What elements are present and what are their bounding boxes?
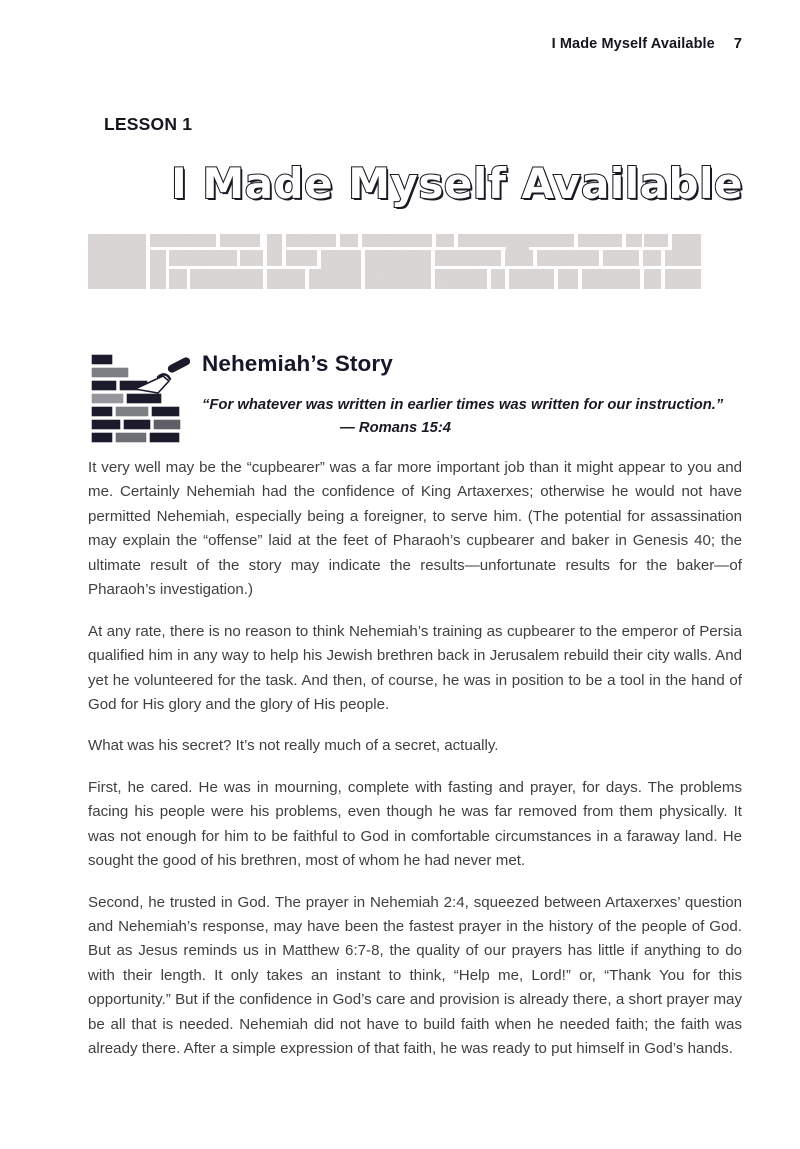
- page-number: 7: [733, 36, 742, 52]
- lesson-title: I Made Myself Available: [171, 159, 743, 208]
- body-paragraph: First, he cared. He was in mourning, complete with fasting and prayer, for days. The problems facing his people were his problems, even though he was far removed from them physically. It was not enough for him to be faithful to God in comfortable circumstances in a faraway land. He sought the good of his brethren, most of whom he had never met.: [88, 778, 742, 870]
- section-heading: Nehemiah’s Story: [202, 351, 393, 376]
- running-head-title: I Made Myself Available: [551, 36, 715, 52]
- scripture-quote-text: “For whatever was written in earlier times was written for our instruction.”: [202, 397, 724, 413]
- scripture-quote-block: [202, 394, 743, 440]
- brick-wall-trowel-icon: [88, 352, 200, 444]
- lesson-label: LESSON 1: [104, 114, 193, 134]
- scripture-reference: — Romans 15:4: [340, 419, 452, 436]
- body-paragraph: It very well may be the “cupbearer” was a far more important job than it might appear to you and me. Certainly Nehemiah had the confidence of King Artaxerxes; otherwise he would not have permitted Nehemiah, especially being a foreigner, to serve him. (The potential for assassination may explain the “offense” laid at the feet of Pharaoh’s cupbearer and baker in Genesis 40; the ultimate result of the story may indicate the results—unfortunate results for the baker—of Pharaoh’s investigation.): [88, 459, 742, 599]
- page-running-head: [552, 36, 742, 52]
- brick-wall-trowel-graphic: [88, 352, 200, 444]
- stone-wall-divider-graphic: [88, 234, 701, 289]
- stone-wall-divider: [88, 234, 701, 289]
- body-paragraph: At any rate, there is no reason to think Nehemiah’s training as cupbearer to the emperor of Persia qualified him in any way to help his Jewish brethren back in Jerusalem rebuild their city walls. And yet he volunteered for the task. And then, of course, he was in position to be a tool in the hand of God for His glory and the glory of His people.: [88, 622, 742, 713]
- body-paragraph: Second, he trusted in God. The prayer in Nehemiah 2:4, squeezed between Artaxerxes’ question and Nehemiah’s response, may have been the fastest prayer in the history of the people of God. But as Jesus reminds us in Matthew 6:7-8, the quality of our prayers has little if anything to do with their length. It only takes an instant to think, “Help me, Lord!” or, “Thank You for this opportunity.” But if the confidence in God’s care and provision is already there, a short prayer may be all that is needed. Nehemiah did not have to build faith when he needed faith; the faith was already there. After a simple expression of that faith, he was ready to put himself in God’s hands.: [88, 893, 742, 1058]
- body-paragraph: What was his secret? It’s not really much of a secret, actually.: [88, 737, 499, 755]
- lesson-body-copy: [88, 456, 742, 1062]
